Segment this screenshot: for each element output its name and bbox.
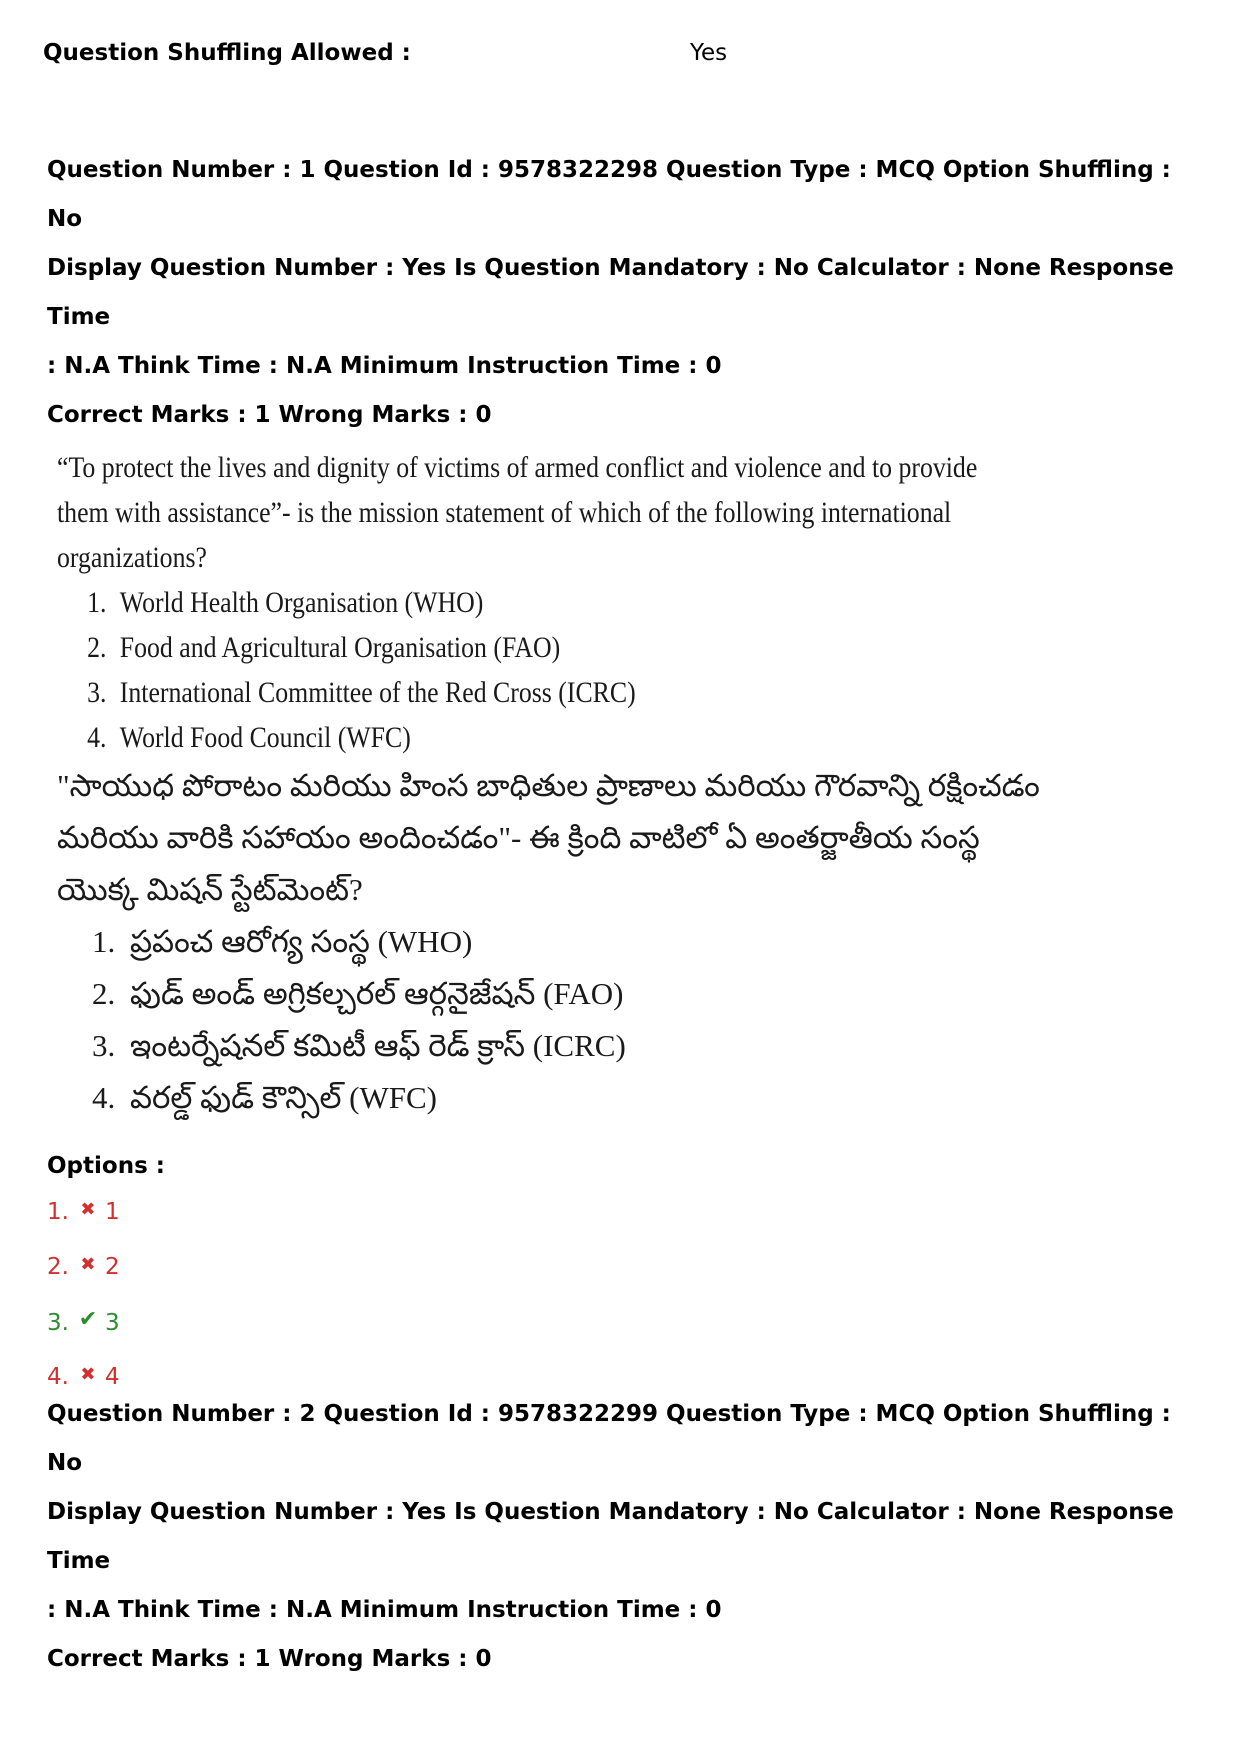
question-2-marks: Correct Marks : 1 Wrong Marks : 0 [47,1646,492,1672]
question-1-block [47,146,1207,1402]
choice-text: Food and Agricultural Organisation (FAO) [119,631,561,664]
option-value: 1 [104,1199,120,1225]
question-1-text-image [47,445,1207,1124]
option-1 [47,1182,1207,1237]
question-1-marks: Correct Marks : 1 Wrong Marks : 0 [47,402,492,428]
telugu-choice-3 [57,1020,1207,1072]
check-icon: ✔ [78,1307,98,1332]
option-3 [47,1292,1207,1347]
question-1-meta-line-2: Display Question Number : Yes Is Question Mandatory : No Calculator : None Response Time [47,255,1174,330]
options-list [47,1182,1207,1402]
choice-text: World Food Council (WFC) [119,721,411,754]
option-number: 2. [47,1254,69,1280]
option-2 [47,1237,1207,1292]
question-shuffling-label: Question Shuffling Allowed : [43,40,411,66]
choice-text: ఇంటర్నేషనల్ కమిటీ ఆఫ్ రెడ్ క్రాస్ (ICRC) [130,1028,626,1063]
option-value: 3 [104,1310,120,1336]
question-1-telugu-stem [57,760,1207,916]
english-choice-2 [57,625,1046,670]
question-shuffling-row [43,40,1197,76]
choice-text: World Health Organisation (WHO) [119,586,484,619]
choice-number: 3. [92,1028,116,1063]
cross-icon: ✖ [80,1364,96,1385]
english-choice-3 [57,670,1046,715]
telugu-choice-4 [57,1072,1207,1124]
choice-number: 4. [92,1080,116,1115]
option-number: 1. [47,1199,69,1225]
choice-number: 1. [92,924,116,959]
choice-text: ప్రపంచ ఆరోగ్య సంస్థ (WHO) [130,924,473,959]
telugu-choice-2 [57,968,1207,1020]
option-value: 2 [104,1254,120,1280]
question-2-meta-line-1: Question Number : 2 Question Id : 9578322299 Question Type : MCQ Option Shuffling : No [47,1401,1171,1476]
question-2-meta-line-2: Display Question Number : Yes Is Question Mandatory : No Calculator : None Response Time [47,1499,1174,1574]
telugu-stem-line: మరియు వారికి సహాయం అందించడం"- ఈ క్రింది వాటిలో ఏ అంతర్జాతీయ సంస్థ [57,820,980,855]
choice-text: International Committee of the Red Cross (ICRC) [119,676,636,709]
choice-number: 3. [87,676,107,709]
question-2-block [47,1390,1207,1675]
option-value: 4 [104,1364,120,1390]
question-shuffling-value: Yes [690,40,728,66]
choice-number: 1. [87,586,107,619]
question-2-meta-line-3: : N.A Think Time : N.A Minimum Instruction Time : 0 [47,1597,722,1623]
choice-text: ఫుడ్ అండ్ అగ్రికల్చరల్ ఆర్గనైజేషన్ (FAO) [130,976,624,1011]
options-heading: Options : [47,1153,165,1179]
english-choice-1 [57,580,1046,625]
choice-number: 2. [87,631,107,664]
english-stem-line: “To protect the lives and dignity of victims of armed conflict and violence and to provide [57,451,978,484]
english-choice-4 [57,715,1046,760]
telugu-choice-1 [57,916,1207,968]
choice-number: 2. [92,976,116,1011]
cross-icon: ✖ [80,1199,96,1220]
question-1-meta-line-1: Question Number : 1 Question Id : 9578322298 Question Type : MCQ Option Shuffling : No [47,157,1171,232]
question-1-english-stem [57,445,978,580]
choice-number: 4. [87,721,107,754]
english-stem-line: them with assistance”- is the mission statement of which of the following international [57,496,952,529]
option-number: 4. [47,1364,69,1390]
question-1-meta-line-3: : N.A Think Time : N.A Minimum Instruction Time : 0 [47,353,722,379]
telugu-stem-line: "సాయుధ పోరాటం మరియు హింస బాధితుల ప్రాణాలు మరియు గౌరవాన్ని రక్షించడం [57,768,1040,803]
telugu-stem-line: యొక్క మిషన్ స్టేట్‌మెంట్? [57,872,363,907]
choice-text: వరల్డ్ ఫుడ్ కౌన్సిల్ (WFC) [130,1080,437,1115]
english-stem-line: organizations? [57,541,207,574]
option-number: 3. [47,1310,69,1336]
cross-icon: ✖ [80,1254,96,1275]
